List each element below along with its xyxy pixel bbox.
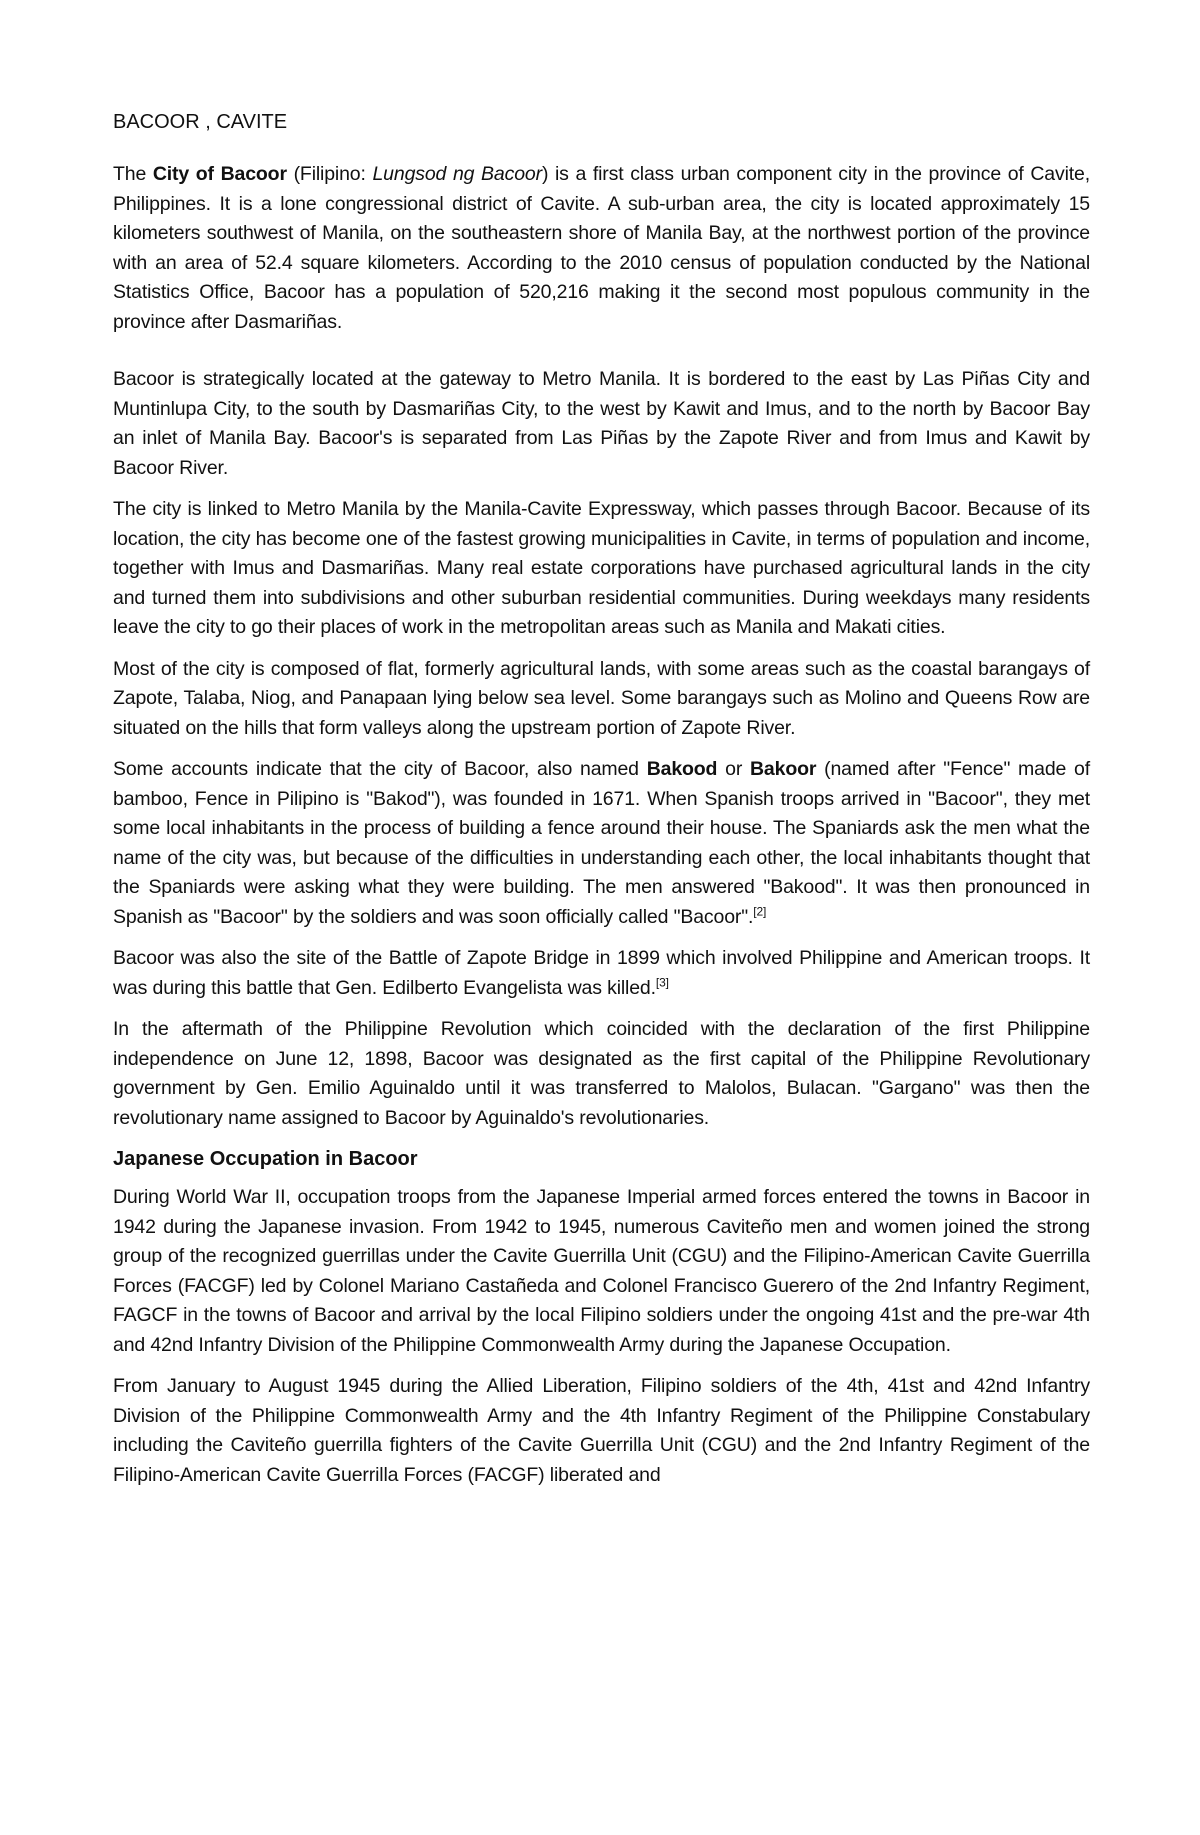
- page-title: BACOOR , CAVITE: [113, 111, 288, 133]
- paragraph-etymology: Some accounts indicate that the city of Bacoor, also named Bakood or Bakoor (named after "Fence" made of bamboo, Fence in Pilipino is "Bakod"), was founded in 1671. When Spanish troops arrived in "Bacoor", they met some local inhabitants in the process of building a fence around their house. The Spaniards ask the men what the name of the city was, but because of the difficulties in understanding each other, the local inhabitants thought that the Spaniards were asking what they were building. The men answered "Bakood". It was then pronounced in Spanish as "Bacoor" by the soldiers and was soon officially called "Bacoor".[2]: [113, 758, 1091, 928]
- paragraph-revolution: In the aftermath of the Philippine Revolution which coincided with the declaration of the first Philippine independence on June 12, 1898, Bacoor was designated as the first capital of the Philippine Revolutionary government by Gen. Emilio Aguinaldo until it was transferred to Malolos, Bulacan. "Gargano" was then the revolutionary name assigned to Bacoor by Aguinaldo's revolutionaries.: [113, 1018, 1090, 1129]
- paragraph-battle: Bacoor was also the site of the Battle of Zapote Bridge in 1899 which involved Philippine and American troops. It was during this battle that Gen. Edilberto Evangelista was killed.[3]: [113, 947, 1090, 999]
- city-name-bold: City of Bacoor: [152, 163, 287, 185]
- filipino-name-italic: Lungsod ng Bacoor: [372, 163, 542, 185]
- paragraph-location: Bacoor is strategically located at the gateway to Metro Manila. It is bordered to the east by Las Piñas City and Muntinlupa City, to the south by Dasmariñas City, to the west by Kawit and Imus, and to the north by Bacoor Bay an inlet of Manila Bay. Bacoor's is separated from Las Piñas by the Zapote River and from Imus and Kawit by Bacoor River.: [113, 368, 1090, 479]
- paragraph-wwii: During World War II, occupation troops from the Japanese Imperial armed forces entered the towns in Bacoor in 1942 during the Japanese invasion. From 1942 to 1945, numerous Caviteño men and women joined the strong group of the recognized guerrillas under the Cavite Guerrilla Unit (CGU) and the Filipino-American Cavite Guerrilla Forces (FACGF) led by Colonel Mariano Castañeda and Colonel Francisco Guerero of the 2nd Infantry Regiment, FAGCF in the towns of Bacoor and arrival by the local Filipino soldiers under the ongoing 41st and the pre-war 4th and 42nd Infantry Division of the Philippine Commonwealth Army during the Japanese Occupation.: [113, 1186, 1090, 1356]
- paragraph-geography: Most of the city is composed of flat, formerly agricultural lands, with some areas such as the coastal barangays of Zapote, Talaba, Niog, and Panapaan lying below sea level. Some barangays such as Molino and Queens Row are situated on the hills that form valleys along the upstream portion of Zapote River.: [113, 657, 1090, 739]
- paragraph-liberation: From January to August 1945 during the Allied Liberation, Filipino soldiers of the 4th, 41st and 42nd Infantry Division of the Philippine Commonwealth Army and the 4th Infantry Regiment of the Philippine Constabulary including the Caviteño guerrilla fighters of the Cavite Guerrilla Unit (CGU) and the 2nd Infantry Regiment of the Filipino-American Cavite Guerrilla Forces (FACGF) liberated and: [113, 1375, 1090, 1486]
- document-body: [113, 108, 1090, 1502]
- name-bakoor: Bakoor: [750, 758, 817, 780]
- paragraph-expressway: The city is linked to Metro Manila by the Manila-Cavite Expressway, which passes through Bacoor. Because of its location, the city has become one of the fastest growing municipalities in Cavite, in terms of population and income, together with Imus and Dasmariñas. Many real estate corporations have purchased agricultural lands in the city and turned them into subdivisions and other suburban residential communities. During weekdays many residents leave the city to go their places of work in the metropolitan areas such as Manila and Makati cities.: [113, 498, 1090, 638]
- name-bakood: Bakood: [646, 758, 718, 780]
- section-heading-japanese-occupation: Japanese Occupation in Bacoor: [113, 1148, 418, 1170]
- paragraph-intro: The City of Bacoor (Filipino: Lungsod ng Bacoor) is a first class urban component city in the province of Cavite, Philippines. It is a lone congressional district of Cavite. A sub-urban area, the city is located approximately 15 kilometers southwest of Manila, on the southeastern shore of Manila Bay, at the northwest portion of the province with an area of 52.4 square kilometers. According to the 2010 census of population conducted by the National Statistics Office, Bacoor has a population of 520,216 making it the second most populous community in the province after Dasmariñas.: [113, 163, 1091, 333]
- reference-2[interactable]: [2]: [753, 904, 767, 918]
- reference-3[interactable]: [3]: [655, 975, 669, 989]
